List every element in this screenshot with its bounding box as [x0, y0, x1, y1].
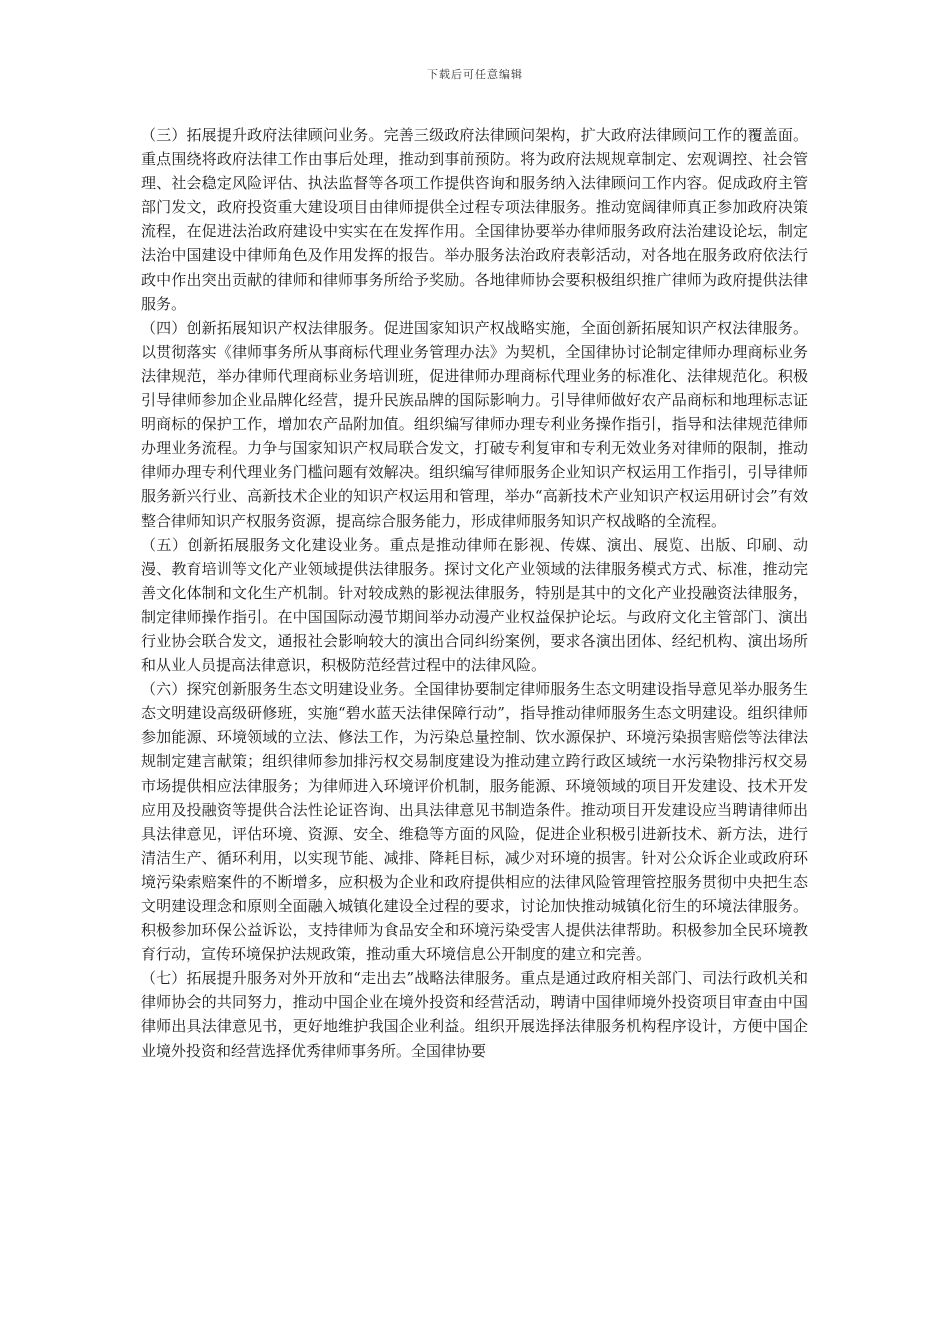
document-body — [141, 123, 808, 1063]
paragraph-section-6: （六）探究创新服务生态文明建设业务。全国律协要制定律师服务生态文明建设指导意见举办服务生态文明建设高级研修班，实施“碧水蓝天法律保障行动”，指导推动律师服务生态文明建设。组织律师参加能源、环境领域的立法、修法工作，为污染总量控制、饮水源保护、环境污染损害赔偿等法律法规制定建言献策；组织律师参加排污权交易制度建设为推动建立跨行政区域统一水污染物排污权交易市场提供相应法律服务；为律师进入环境评价机制，服务能源、环境领域的项目开发建设、技术开发应用及投融资等提供合法性论证咨询、出具法律意见书制造条件。推动项目开发建设应当聘请律师出具法律意见，评估环境、资源、安全、维稳等方面的风险，促进企业积极引进新技术、新方法，进行清洁生产、循环利用，以实现节能、减排、降耗目标，减少对环境的损害。针对公众诉企业或政府环境污染索赔案件的不断增多，应积极为企业和政府提供相应的法律风险管理管控服务贯彻中央把生态文明建设理念和原则全面融入城镇化建设全过程的要求，讨论加快推动城镇化衍生的环境法律服务。积极参加环保公益诉讼，支持律师为食品安全和环境污染受害人提供法律帮助。积极参加全民环境教育行动，宣传环境保护法规政策，推动重大环境信息公开制度的建立和完善。 — [141, 680, 808, 964]
paragraph-section-4: （四）创新拓展知识产权法律服务。促进国家知识产权战略实施，全面创新拓展知识产权法律服务。以贯彻落实《律师事务所从事商标代理业务管理办法》为契机，全国律协讨论制定律师办理商标业务法律规范，举办律师代理商标业务培训班，促进律师办理商标代理业务的标准化、法律规范化。积极引导律师参加企业品牌化经营，提升民族品牌的国际影响力。引导律师做好农产品商标和地理标志证明商标的保护工作，增加农产品附加值。组织编写律师办理专利业务操作指引，指导和法律规范律师办理业务流程。力争与国家知识产权局联合发文，打破专利复审和专利无效业务对律师的限制，推动律师办理专利代理业务门槛问题有效解决。组织编写律师服务企业知识产权运用工作指引，引导律师服务新兴行业、高新技术企业的知识产权运用和管理，举办“高新技术产业知识产权运用研讨会”有效整合律师知识产权服务资源，提高综合服务能力，形成律师服务知识产权战略的全流程。 — [141, 318, 808, 530]
paragraph-section-7: （七）拓展提升服务对外开放和“走出去”战略法律服务。重点是通过政府相关部门、司法行政机关和律师协会的共同努力，推动中国企业在境外投资和经营活动，聘请中国律师境外投资项目审查由中国律师出具法律意见书，更好地维护我国企业利益。组织开展选择法律服务机构程序设计，方便中国企业境外投资和经营选择优秀律师事务所。全国律协要 — [141, 969, 808, 1060]
page-header-note: 下载后可任意编辑 — [427, 68, 523, 81]
paragraph-section-5: （五）创新拓展服务文化建设业务。重点是推动律师在影视、传媒、演出、展览、出版、印刷、动漫、教育培训等文化产业领域提供法律服务。探讨文化产业领域的法律服务模式方式、标准，推动完善文化体制和文化生产机制。针对较成熟的影视法律服务，特别是其中的文化产业投融资法律服务，制定律师操作指引。在中国国际动漫节期间举办动漫产业权益保护论坛。与政府文化主管部门、演出行业协会联合发文，通报社会影响较大的演出合同纠纷案例，要求各演出团体、经纪机构、演出场所和从业人员提高法律意识，积极防范经营过程中的法律风险。 — [141, 535, 808, 675]
paragraph-section-3: （三）拓展提升政府法律顾问业务。完善三级政府法律顾问架构，扩大政府法律顾问工作的覆盖面。重点围绕将政府法律工作由事后处理，推动到事前预防。将为政府法规规章制定、宏观调控、社会管理、社会稳定风险评估、执法监督等各项工作提供咨询和服务纳入法律顾问工作内容。促成政府主管部门发文，政府投资重大建设项目由律师提供全过程专项法律服务。推动宽阔律师真正参加政府决策流程，在促进法治政府建设中实实在在发挥作用。全国律协要举办律师服务政府法治建设论坛，制定法治中国建设中律师角色及作用发挥的报告。举办服务法治政府表彰活动，对各地在服务政府依法行政中作出突出贡献的律师和律师事务所给予奖励。各地律师协会要积极组织推广律师为政府提供法律服务。 — [141, 126, 808, 313]
